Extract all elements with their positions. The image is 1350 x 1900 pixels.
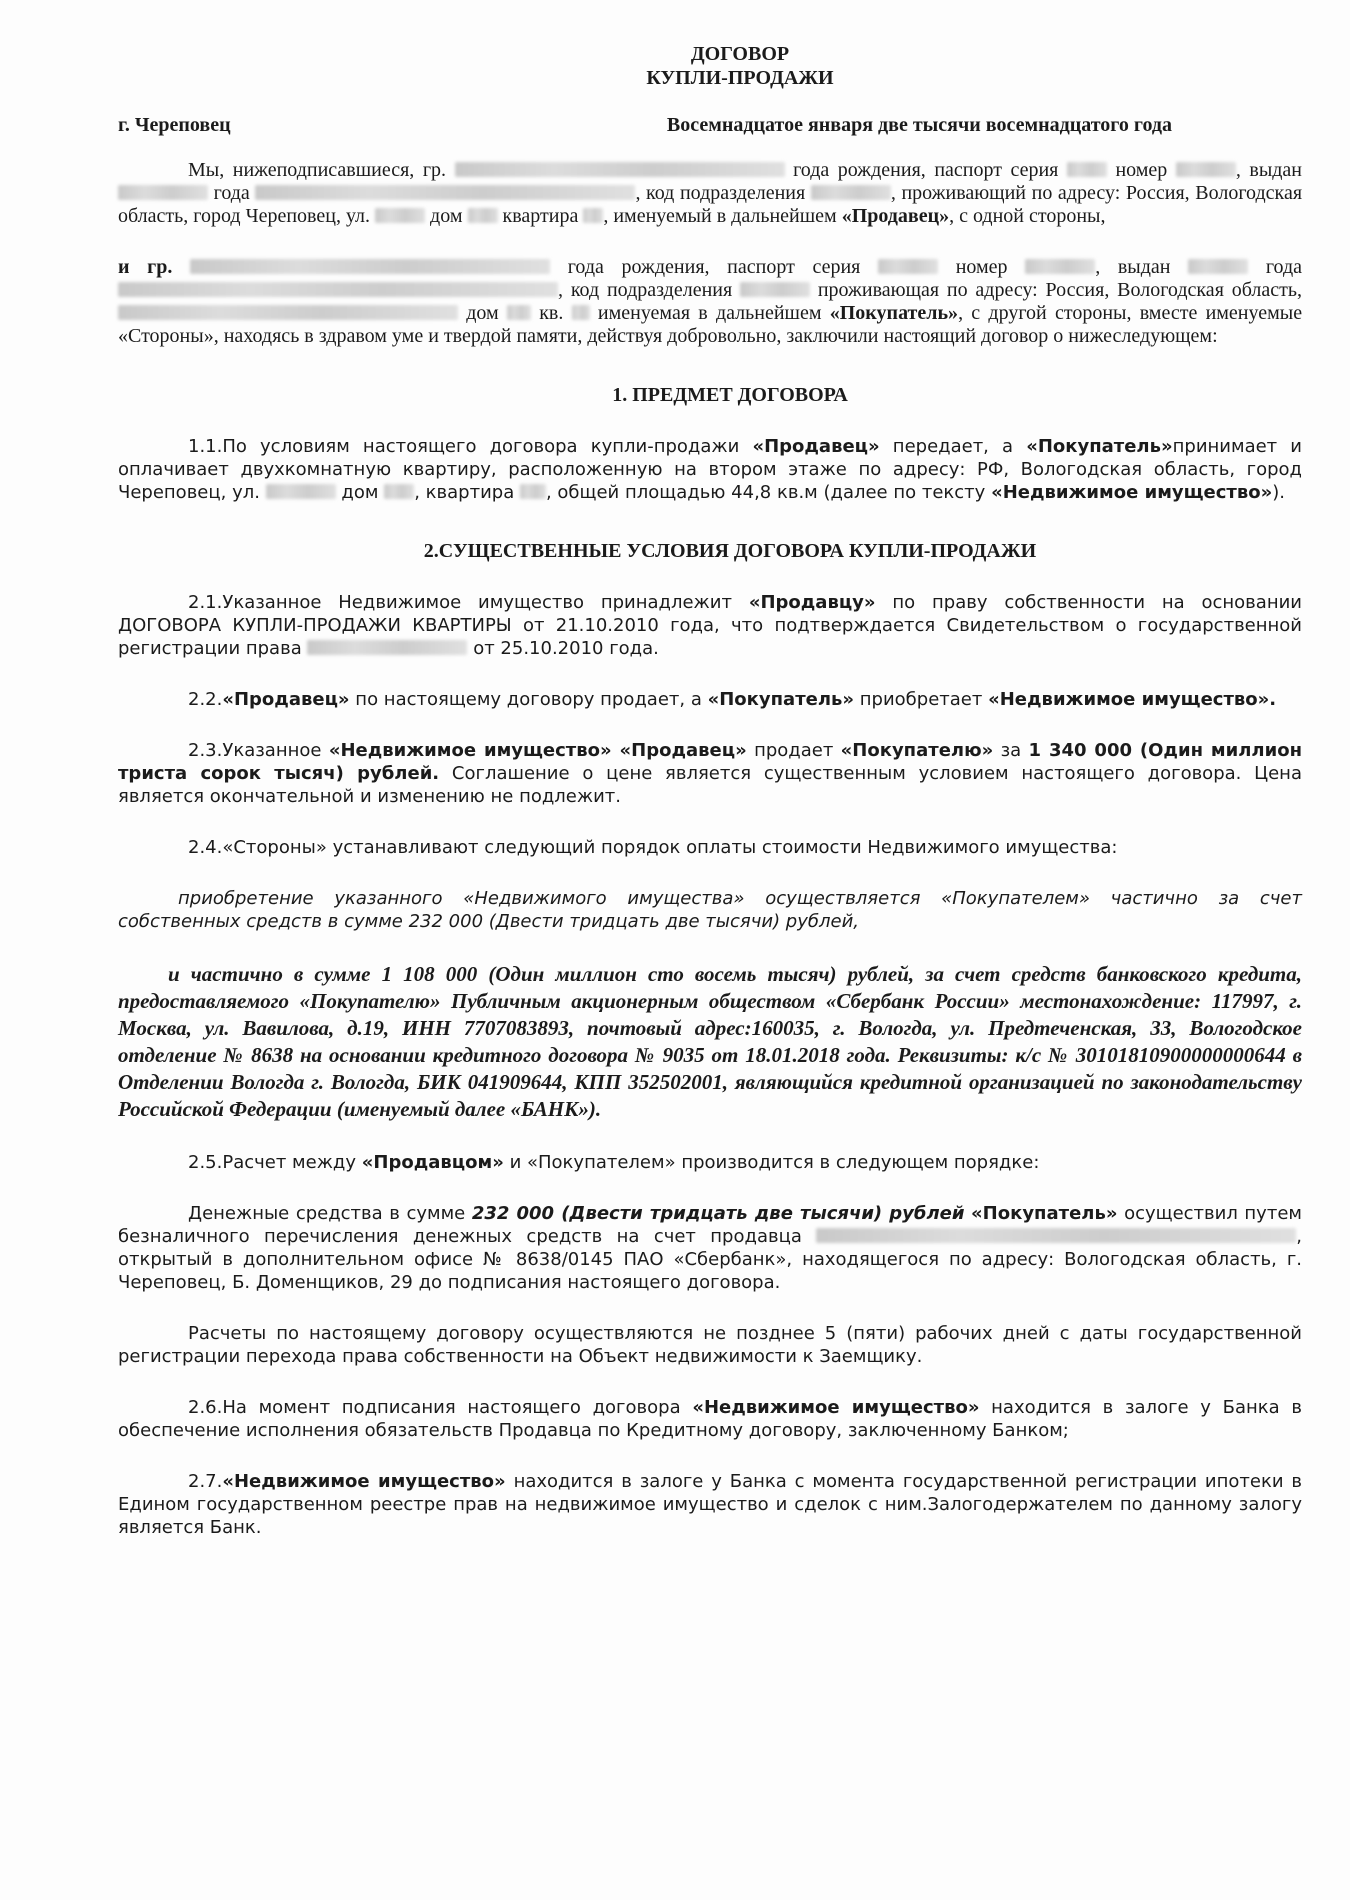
buyer-paragraph: и гр. года рождения, паспорт серия номер , выдан года , код подразделения проживающая по адресу: Россия, Вологодская область, дом кв. именуемая в дальнейшем «Покупатель», с другой стороны, вместе именуемые «Стороны», находясь в здравом уме и твердой памяти, действуя добровольно, заключили настоящий договор о нижеследующем:: [118, 256, 1303, 347]
redacted-block: [878, 259, 938, 274]
clause-2-2: 2.2.«Продавец» по настоящему договору продает, а «Покупатель» приобретает «Недвижимое имущество».: [188, 689, 1277, 710]
city-date-line: [118, 114, 1302, 137]
clause-1-1: 1.1.По условиям настоящего договора купли-продажи «Продавец» передает, а «Покупатель»принимает и оплачивает двухкомнатную квартиру, расположенную на втором этаже по адресу: РФ, Вологодская область, город Череповец, ул. дом , квартира , общей площадью 44,8 кв.м (далее по тексту «Недвижимое имущество»).: [118, 436, 1302, 503]
redacted-block: [572, 305, 590, 320]
clause-2-5: 2.5.Расчет между «Продавцом» и «Покупателем» производится в следующем порядке:: [188, 1152, 1040, 1173]
redacted-block: [255, 185, 635, 200]
section-1-heading: 1. ПРЕДМЕТ ДОГОВОРА: [612, 384, 848, 406]
redacted-block: [507, 305, 531, 320]
clause-2-7: 2.7.«Недвижимое имущество» находится в залоге у Банка с момента государственной регистрации ипотеки в Едином государственном реестре прав на недвижимое имущество и сделок с ним.Залогодержателем по данному залогу является Банк.: [118, 1471, 1303, 1538]
redacted-block: [1067, 162, 1107, 177]
redacted-block: [384, 484, 414, 499]
payment-bank-credit: и частично в сумме 1 108 000 (Один миллион сто восемь тысяч) рублей, за счет средств банковского кредита, предоставляемого «Покупателю» Публичным акционерным обществом «Сбербанк России» местонахождение: 117997, г. Москва, ул. Вавилова, д.19, ИНН 7707083893, почтовый адрес:160035, г. Вологда, ул. Предтеченская, 33, Вологодское отделение № 8638 на основании кредитного договора № 9035 от 18.01.2018 года. Реквизиты: к/с № 30101810900000000644 в Отделении Вологда г. Вологда, БИК 041909644, КПП 352502001, являющийся кредитной организацией по законодательству Российской Федерации (именуемый далее «БАНК»).: [118, 962, 1302, 1121]
city: г. Череповец: [118, 114, 231, 136]
redacted-block: [740, 282, 810, 297]
redacted-block: [307, 640, 467, 655]
redacted-block: [455, 162, 785, 177]
redacted-block: [190, 259, 550, 274]
redacted-block: [118, 185, 208, 200]
redacted-block: [1176, 162, 1236, 177]
section-2-heading: 2.СУЩЕСТВЕННЫЕ УСЛОВИЯ ДОГОВОРА КУПЛИ-ПРОДАЖИ: [423, 540, 1037, 562]
clause-2-5-transfer: Денежные средства в сумме 232 000 (Двести тридцать две тысячи) рублей «Покупатель» осуществил путем безналичного перечисления денежных средств на счет продавца , открытый в дополнительном офисе № 8638/0145 ПАО «Сбербанк», находящегося по адресу: Вологодская область, г. Череповец, Б. Доменщиков, 29 до подписания настоящего договора.: [118, 1203, 1302, 1293]
doc-title-line1: ДОГОВОР: [690, 43, 790, 65]
redacted-block: [1188, 259, 1248, 274]
redacted-block: [583, 208, 603, 223]
clause-2-4: 2.4.«Стороны» устанавливают следующий порядок оплаты стоимости Недвижимого имущества:: [188, 837, 1118, 858]
redacted-block: [520, 484, 546, 499]
clause-2-6: 2.6.На момент подписания настоящего договора «Недвижимое имущество» находится в залоге у Банка в обеспечение исполнения обязательств Продавца по Кредитному договору, заключенному Банком;: [118, 1397, 1302, 1441]
seller-paragraph: Мы, нижеподписавшиеся, гр. года рождения, паспорт серия номер , выдан года , код подразделения , проживающий по адресу: Россия, Вологодская область, город Череповец, ул. дом квартира , именуемый в дальнейшем «Продавец», с одной стороны,: [118, 159, 1303, 227]
clause-2-5-settlement: Расчеты по настоящему договору осуществляются не позднее 5 (пяти) рабочих дней с даты государственной регистрации перехода права собственности на Объект недвижимости к Заемщику.: [118, 1323, 1302, 1367]
redacted-block: [118, 282, 558, 297]
redacted-block: [1025, 259, 1095, 274]
redacted-block: [811, 185, 891, 200]
contract-date: Восемнадцатое января две тысячи восемнадцатого года: [666, 114, 1172, 136]
redacted-block: [375, 208, 425, 223]
clause-2-1: 2.1.Указанное Недвижимое имущество принадлежит «Продавцу» по праву собственности на основании ДОГОВОРА КУПЛИ-ПРОДАЖИ КВАРТИРЫ от 21.10.2010 года, что подтверждается Свидетельством о государственной регистрации права от 25.10.2010 года.: [118, 592, 1302, 659]
redacted-block: [816, 1228, 1296, 1243]
doc-title-line2: КУПЛИ-ПРОДАЖИ: [646, 67, 834, 89]
clause-2-3: 2.3.Указанное «Недвижимое имущество» «Продавец» продает «Покупателю» за 1 340 000 (Один миллион триста сорок тысяч) рублей. Соглашение о цене является существенным условием настоящего договора. Цена является окончательной и изменению не подлежит.: [118, 740, 1303, 807]
redacted-block: [266, 484, 336, 499]
redacted-block: [468, 208, 498, 223]
redacted-block: [118, 305, 458, 320]
payment-own-funds: приобретение указанного «Недвижимого имущества» осуществляется «Покупателем» частично за счет собственных средств в сумме 232 000 (Двести тридцать две тысячи) рублей,: [118, 888, 1302, 932]
